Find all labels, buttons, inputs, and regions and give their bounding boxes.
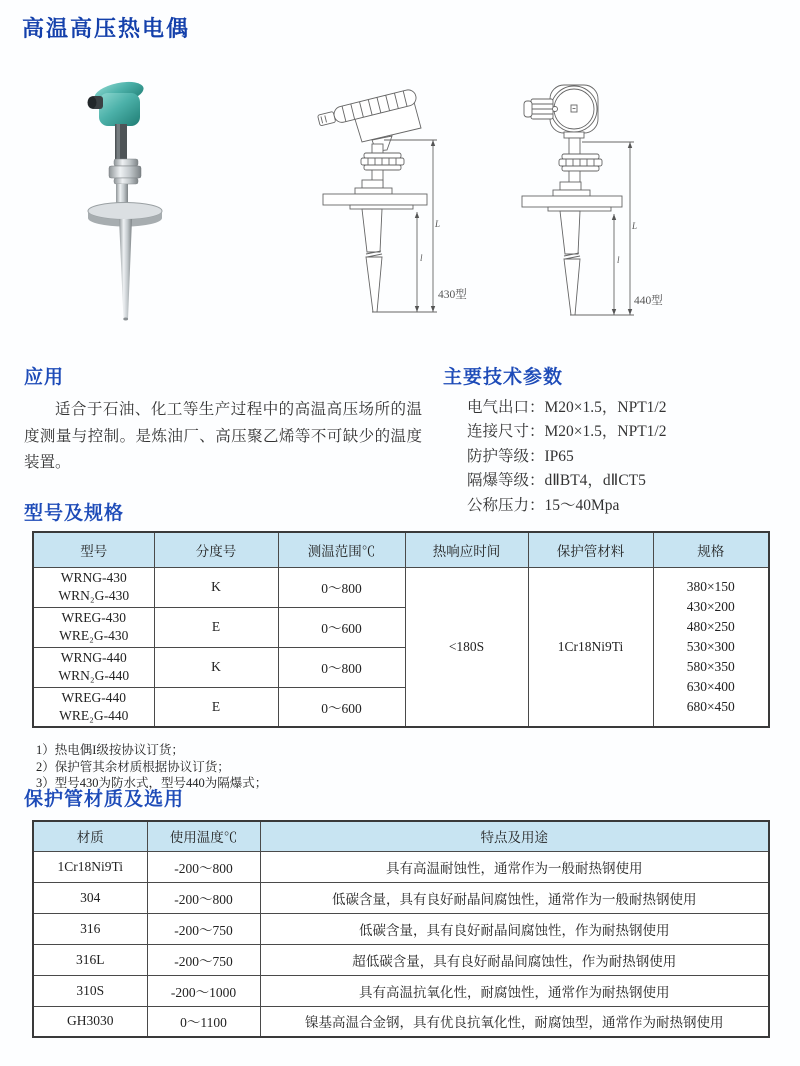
model-name: WRNG-430 [60, 569, 127, 585]
spec-item: 680×450 [686, 698, 735, 714]
thermocouple-photo-art [58, 76, 210, 334]
dim-label-overall-430: L [435, 219, 441, 229]
cell-tube-material: 1Cr18Ni9Ti [528, 567, 653, 727]
table-row [33, 975, 769, 1006]
note-item: 2）保护管其余材质根据协议订货； [36, 759, 230, 774]
note-item: 1）热电偶I级按协议订货； [36, 743, 184, 757]
table-row [33, 1006, 769, 1037]
cell-features: 具有高温耐蚀性，通常作为一般耐热钢使用 [260, 851, 769, 882]
cell-features: 具有高温抗氧化性，耐腐蚀性，通常作为耐热钢使用 [260, 975, 769, 1006]
spec-item: 630×400 [686, 678, 735, 694]
models-table [32, 531, 770, 728]
col-index: 分度号 [154, 532, 278, 567]
cell-material: 304 [33, 882, 147, 913]
cell-model [33, 607, 154, 647]
spec-item: 580×350 [686, 658, 735, 674]
page-title: 高温高压热电偶 [22, 16, 191, 41]
dim-label-insert-440: l [617, 255, 620, 265]
model-name: WREG-440 [61, 689, 126, 705]
cell-temp: 0～1100 [147, 1006, 260, 1037]
cell-features: 低碳含量，具有良好耐晶间腐蚀性，通常作为一般耐热钢使用 [260, 882, 769, 913]
table-row [33, 851, 769, 882]
tech-params-heading: 主要技术参数 [443, 367, 564, 388]
cell-material: 310S [33, 975, 147, 1006]
cell-response-time: <180S [405, 567, 528, 727]
materials-table [32, 820, 770, 1038]
materials-heading: 保护管材质及选用 [24, 789, 185, 810]
cell-features: 超低碳含量，具有良好耐晶间腐蚀性，作为耐热钢使用 [260, 944, 769, 975]
dim-label-insert-430: l [420, 253, 423, 263]
cell-range: 0～800 [278, 567, 405, 607]
cell-range: 0～800 [278, 647, 405, 687]
thermocouple-photo [58, 76, 210, 339]
cell-temp: -200～750 [147, 913, 260, 944]
cell-model [33, 647, 154, 687]
drawing-440 [498, 82, 678, 327]
dim-label-overall-440: L [632, 221, 638, 231]
table-row [33, 882, 769, 913]
drawing-430-art [300, 80, 480, 320]
figure-label-440: 440型 [634, 295, 663, 307]
model-name: WRN₂G-430 [58, 588, 130, 603]
cell-temp: -200～1000 [147, 975, 260, 1006]
model-name: WRE₂G-430 [59, 628, 129, 643]
application-paragraph: 适合于石油、化工等生产过程中的高温高压场所的温度测量与控制。是炼油厂、高压聚乙烯等不可缺少的温度装置。 [24, 401, 422, 472]
col-range: 测温范围℃ [278, 532, 405, 567]
cell-material: 316 [33, 913, 147, 944]
cell-temp: -200～800 [147, 851, 260, 882]
spec-item: 380×150 [686, 578, 735, 594]
cell-index: K [154, 647, 278, 687]
cell-features: 低碳含量，具有良好耐晶间腐蚀性，作为耐热钢使用 [260, 913, 769, 944]
figure-label-430: 430型 [438, 289, 467, 301]
cell-model [33, 567, 154, 607]
spec-item: 480×250 [686, 618, 735, 634]
models-heading: 型号及规格 [24, 503, 125, 524]
cell-index: E [154, 687, 278, 727]
cell-index: K [154, 567, 278, 607]
materials-header-row [33, 821, 769, 851]
model-name: WREG-430 [61, 609, 126, 625]
tech-param-item: 公称压力：15～40Mpa [467, 496, 620, 514]
col-use-temp: 使用温度℃ [147, 821, 260, 851]
col-features: 特点及用途 [260, 821, 769, 851]
tech-param-item: 电气出口：M20×1.5，NPT1/2 [467, 399, 667, 416]
cell-material: GH3030 [33, 1006, 147, 1037]
cell-specs [653, 567, 769, 727]
tech-param-item: 连接尺寸：M20×1.5，NPT1/2 [467, 423, 667, 441]
model-name: WRE₂G-440 [59, 707, 129, 723]
cell-range: 0～600 [278, 607, 405, 647]
tech-params-list [467, 396, 667, 518]
application-heading: 应用 [24, 367, 65, 388]
cell-temp: -200～800 [147, 882, 260, 913]
cell-model [33, 687, 154, 727]
cell-temp: -200～750 [147, 944, 260, 975]
spec-item: 430×200 [686, 598, 735, 614]
tech-param-item: 隔爆等级：dⅡBT4，dⅡCT5 [467, 472, 646, 490]
drawing-440-art [498, 82, 678, 322]
col-material: 保护管材料 [528, 532, 653, 567]
cell-index: E [154, 607, 278, 647]
model-name: WRNG-440 [60, 649, 127, 665]
table-row [33, 944, 769, 975]
col-model: 型号 [33, 532, 154, 567]
model-name: WRN₂G-440 [58, 668, 130, 683]
cell-material: 316L [33, 944, 147, 975]
spec-item: 530×300 [686, 638, 735, 654]
cell-features: 镍基高温合金钢，具有优良抗氧化性，耐腐蚀型，通常作为耐热钢使用 [260, 1006, 769, 1037]
col-spec: 规格 [653, 532, 769, 567]
col-material-name: 材质 [33, 821, 147, 851]
tech-param-item: 防护等级：IP65 [467, 447, 574, 465]
cell-range: 0～600 [278, 687, 405, 727]
table-row [33, 913, 769, 944]
note-item: 3）型号430为防水式，型号440为隔爆式； [36, 776, 268, 790]
col-response: 热响应时间 [405, 532, 528, 567]
cell-material: 1Cr18Ni9Ti [33, 851, 147, 882]
models-header-row [33, 532, 769, 567]
table-row [33, 567, 769, 607]
